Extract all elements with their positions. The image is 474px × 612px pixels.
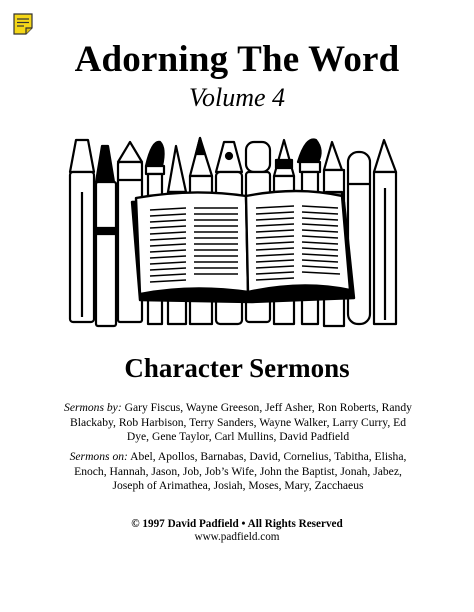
sermons-on-subjects: Abel, Apollos, Barnabas, David, Cornelius, Tabitha, Elisha, Enoch, Hannah, Jason, Job, Job’s Wife, John the Baptist, Jonah, Jabez, Joseph of Arimathea, Josiah, Moses, Mary, Zacchaeus [74, 450, 407, 493]
section-title: Character Sermons [124, 353, 350, 383]
sermons-by-authors: Gary Fiscus, Wayne Greeson, Jeff Asher, Ron Roberts, Randy Blackaby, Rob Harbison, Terry Sanders, Wayne Walker, Larry Curry, Ed Dye, Gene Taylor, Carl Mullins, David Padfield [70, 401, 412, 444]
sermons-by-paragraph [62, 401, 414, 445]
volume-label: Volume 4 [188, 83, 286, 112]
sticky-note-icon[interactable] [13, 13, 33, 35]
copyright-notice: © 1997 David Padfield • All Rights Reserved [131, 518, 343, 530]
sermons-on-paragraph [62, 450, 414, 494]
sermons-by-label: Sermons by: [64, 401, 122, 414]
sermons-on-label: Sermons on: [69, 450, 128, 463]
website-link[interactable]: www.padfield.com [194, 531, 280, 543]
cover-title: Adorning The Word [74, 39, 400, 80]
bible-tools-illustration [62, 132, 414, 338]
